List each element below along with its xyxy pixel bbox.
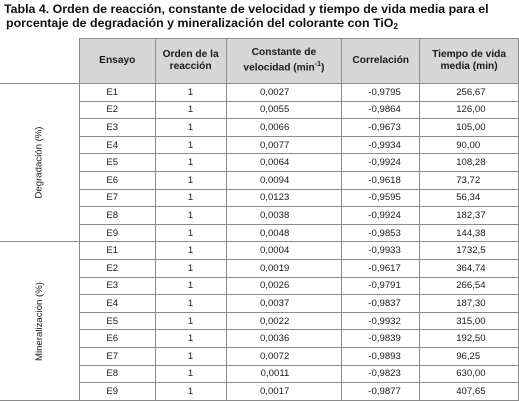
correlacion-cell: -0,9934 [342,136,420,154]
ensayo-cell: E7 [79,189,155,207]
ensayo-cell: E6 [79,171,155,189]
ensayo-cell: E3 [79,119,155,137]
constante-cell: 0,0064 [226,154,342,172]
correlacion-cell: -0,9795 [342,84,420,102]
correlacion-cell: -0,9823 [342,365,420,383]
tiempo-cell: 266,54 [420,277,519,295]
constante-cell: 0,0017 [226,383,342,401]
constante-cell: 0,0019 [226,259,342,277]
tiempo-cell: 90,00 [420,136,519,154]
orden-cell: 1 [155,171,226,189]
orden-cell: 1 [155,242,226,260]
ensayo-cell: E2 [79,259,155,277]
constante-cell: 0,0011 [226,365,342,383]
orden-cell: 1 [155,154,226,172]
orden-cell: 1 [155,224,226,242]
tiempo-cell: 1732,5 [420,242,519,260]
constante-cell: 0,0037 [226,295,342,313]
orden-cell: 1 [155,84,226,102]
caption-line2-wrap [4,16,516,30]
orden-cell: 1 [155,119,226,137]
tiempo-cell: 126,00 [420,101,519,119]
tiempo-cell: 144,38 [420,224,519,242]
ensayo-cell: E9 [79,383,155,401]
caption-label: Tabla 4. [4,2,50,16]
constante-cell: 0,0004 [226,242,342,260]
correlacion-cell: -0,9595 [342,189,420,207]
tiempo-cell: 182,37 [420,207,519,225]
constante-cell: 0,0036 [226,330,342,348]
ensayo-cell: E2 [79,101,155,119]
correlacion-cell: -0,9932 [342,312,420,330]
caption-line1: Orden de reacción, constante de velocidad y tiempo de vida media para el [49,2,489,16]
ensayo-cell: E4 [79,136,155,154]
orden-cell: 1 [155,277,226,295]
table-body [0,84,519,401]
constante-cell: 0,0055 [226,101,342,119]
correlacion-cell: -0,9673 [342,119,420,137]
table-frame [0,38,519,401]
header-correlacion: Correlación [342,39,420,84]
table-row [0,84,519,102]
tiempo-cell: 56,34 [420,189,519,207]
orden-cell: 1 [155,383,226,401]
tiempo-cell: 407,65 [420,383,519,401]
header-constante-text: Constante de velocidad (min [243,47,317,74]
caption-subscript: 2 [393,22,398,31]
orden-cell: 1 [155,365,226,383]
orden-cell: 1 [155,189,226,207]
correlacion-cell: -0,9864 [342,101,420,119]
header-ensayo: Ensayo [79,39,155,84]
orden-cell: 1 [155,347,226,365]
results-table [0,38,519,401]
tiempo-cell: 256,67 [420,84,519,102]
group-label-cell [0,242,79,400]
constante-cell: 0,0022 [226,312,342,330]
constante-cell: 0,0123 [226,189,342,207]
correlacion-cell: -0,9933 [342,242,420,260]
correlacion-cell: -0,9893 [342,347,420,365]
ensayo-cell: E9 [79,224,155,242]
ensayo-cell: E4 [79,295,155,313]
tiempo-cell: 108,28 [420,154,519,172]
constante-cell: 0,0027 [226,84,342,102]
header-group-blank [0,39,79,84]
constante-cell: 0,0038 [226,207,342,225]
ensayo-cell: E8 [79,207,155,225]
correlacion-cell: -0,9853 [342,224,420,242]
orden-cell: 1 [155,136,226,154]
orden-cell: 1 [155,207,226,225]
constante-cell: 0,0026 [226,277,342,295]
header-constante [226,39,342,84]
group-label: Mineralización (%) [33,281,45,361]
tiempo-cell: 105,00 [420,119,519,137]
correlacion-cell: -0,9924 [342,154,420,172]
header-row [0,39,519,84]
tiempo-cell: 364,74 [420,259,519,277]
ensayo-cell: E8 [79,365,155,383]
orden-cell: 1 [155,101,226,119]
ensayo-cell: E5 [79,312,155,330]
header-tiempo: Tiempo de vida media (min) [420,39,519,84]
tiempo-cell: 187,30 [420,295,519,313]
orden-cell: 1 [155,330,226,348]
correlacion-cell: -0,9877 [342,383,420,401]
header-constante-sup: -1 [314,61,321,69]
ensayo-cell: E5 [79,154,155,172]
constante-cell: 0,0077 [226,136,342,154]
correlacion-cell: -0,9791 [342,277,420,295]
orden-cell: 1 [155,295,226,313]
correlacion-cell: -0,9618 [342,171,420,189]
ensayo-cell: E6 [79,330,155,348]
correlacion-cell: -0,9837 [342,295,420,313]
header-orden: Orden de la reacción [155,39,226,84]
orden-cell: 1 [155,312,226,330]
ensayo-cell: E7 [79,347,155,365]
caption-line2: porcentaje de degradación y mineralización del colorante con TiO [6,16,394,30]
correlacion-cell: -0,9924 [342,207,420,225]
constante-cell: 0,0072 [226,347,342,365]
tiempo-cell: 315,00 [420,312,519,330]
ensayo-cell: E3 [79,277,155,295]
orden-cell: 1 [155,259,226,277]
ensayo-cell: E1 [79,84,155,102]
table-caption [4,2,516,30]
tiempo-cell: 630,00 [420,365,519,383]
table-row [0,242,519,260]
header-constante-close: ) [320,62,325,74]
constante-cell: 0,0094 [226,171,342,189]
group-label: Degradación (%) [33,126,45,199]
constante-cell: 0,0048 [226,224,342,242]
tiempo-cell: 192,50 [420,330,519,348]
correlacion-cell: -0,9839 [342,330,420,348]
constante-cell: 0,0066 [226,119,342,137]
correlacion-cell: -0,9617 [342,259,420,277]
tiempo-cell: 96,25 [420,347,519,365]
ensayo-cell: E1 [79,242,155,260]
group-label-cell [0,84,79,242]
tiempo-cell: 73,72 [420,171,519,189]
